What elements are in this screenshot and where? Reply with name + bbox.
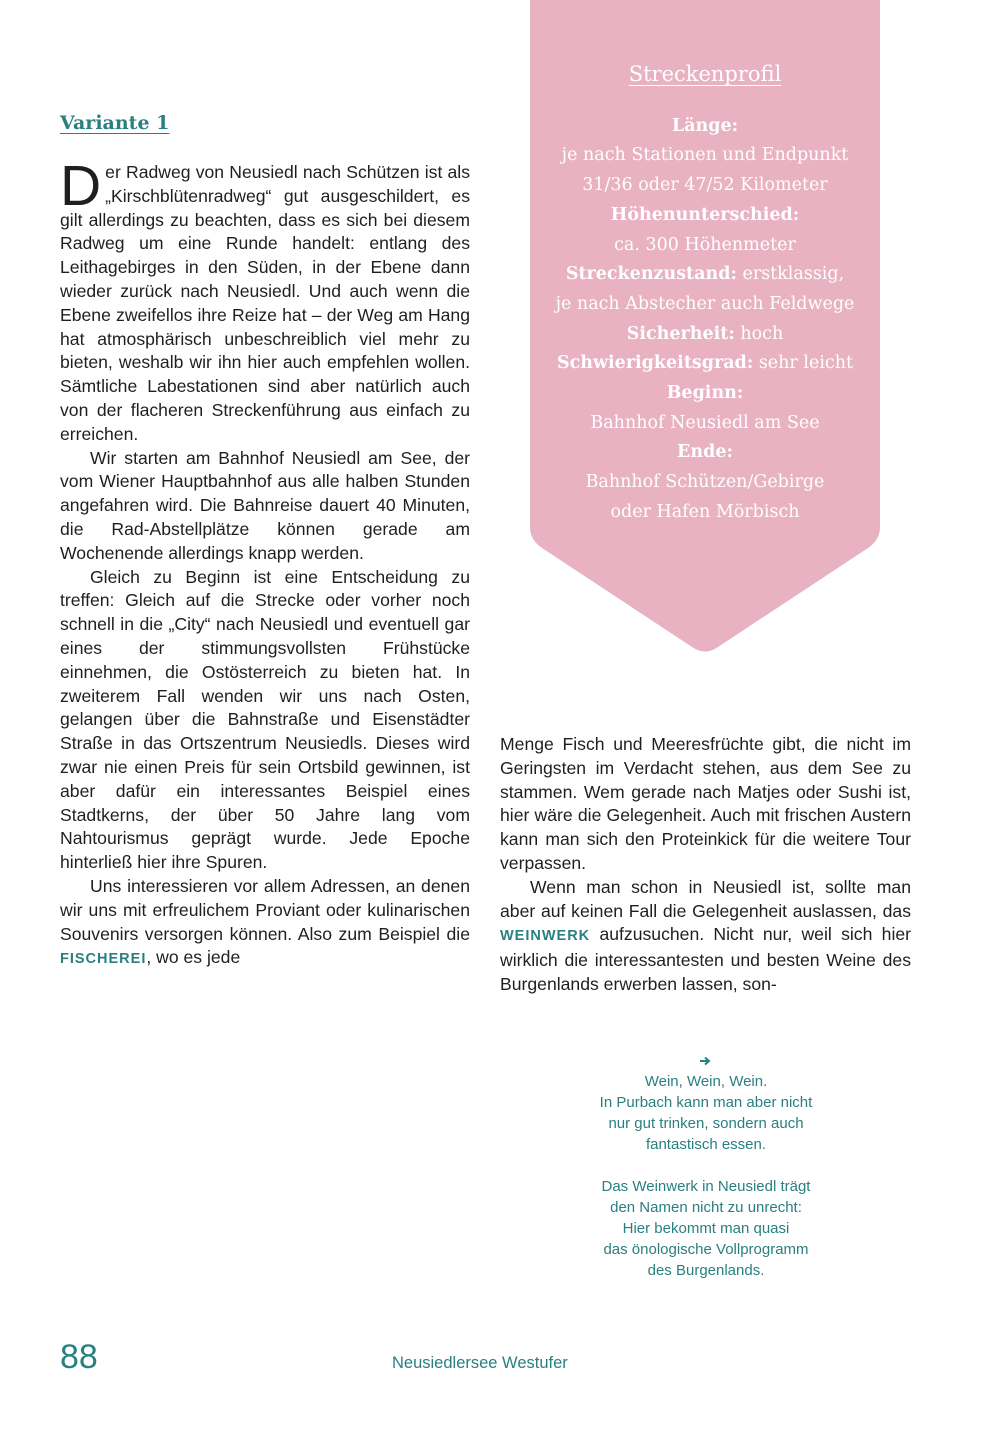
caption-line-4: fantastisch essen. (645, 1136, 767, 1153)
section-heading: Variante 1 (60, 112, 170, 134)
profile-end-value-1: Bahnhof Schützen/Gebirge (585, 472, 825, 493)
paragraph-5: Menge Fisch und Meeresfrüchte gibt, die nicht im Geringsten im Verdacht stehen, aus dem See zu stammen. Wem gerade nach Matjes oder Sushi ist, hier wäre die Gelegenheit. Auch mit frischen Austern kann man sich den Proteinkick für die weitere Tour verpassen. (500, 734, 911, 873)
profile-safety: Sicherheit: hoch (626, 323, 784, 344)
caption-line-6: den Namen nicht zu unrecht: (610, 1199, 802, 1216)
route-profile-box (530, 0, 880, 655)
paragraph-6 (500, 876, 911, 997)
profile-elevation-value: ca. 300 Höhenmeter (614, 234, 796, 255)
profile-start-label: Beginn: (666, 383, 744, 404)
running-title: Neusiedlersee Westufer (392, 1354, 568, 1372)
page-number: 88 (60, 1338, 98, 1376)
paragraph-6-text-b: aufzusuchen. Nicht nur, weil sich hier wirklich die interessantesten und besten Weine des Burgenlands erwerben lassen, son- (500, 924, 911, 994)
caption-line-8: das önologische Vollprogramm (603, 1241, 809, 1258)
profile-start-value: Bahnhof Neusiedl am See (590, 412, 820, 433)
caption-line-2: In Purbach kann man aber nicht (599, 1094, 813, 1111)
caption-line-3: nur gut trinken, sondern auch (608, 1115, 804, 1132)
keyword-weinwerk: WEINWERK (500, 928, 591, 945)
profile-length-value-1: je nach Stationen und Endpunkt (561, 145, 849, 166)
paragraph-6-text-a: Wenn man schon in Neusiedl ist, sollte man aber auf keinen Fall die Gelegenheit auslassen, das (500, 876, 911, 921)
keyword-fischerei: FISCHEREI (60, 951, 147, 968)
profile-difficulty: Schwierigkeitsgrad: sehr leicht (556, 353, 854, 374)
profile-end-value-2: oder Hafen Mörbisch (610, 501, 800, 522)
right-text-column (500, 733, 911, 997)
paragraph-1-text: er Radweg von Neusiedl nach Schützen ist als „Kirschblütenradweg“ gut ausgeschildert, es gilt allerdings zu beachten, dass es sich bei diesem Radweg um eine Runde handelt: entlang des Leithagebirges in den Süden, in der Ebene dann wieder zurück nach Neusiedl. Und auch wenn die Ebene zweifellos ihre Reize hat – der Weg am Hang hat atmosphärisch unbeschreiblich viel mehr zu bieten, weshalb wir ihn hier auch empfehlen wollen. Sämtliche Labestationen sind aber natürlich auch von der flacheren Streckenführung aus einfach zu erreichen. (60, 162, 470, 444)
paragraph-4-text-b: , wo es jede (146, 947, 241, 968)
caption-line-5: Das Weinwerk in Neusiedl trägt (601, 1178, 811, 1195)
profile-elevation-label: Höhenunterschied: (610, 204, 800, 225)
caption-line-1: Wein, Wein, Wein. (644, 1073, 768, 1090)
profile-title: Streckenprofil (628, 62, 782, 86)
paragraph-1 (60, 154, 470, 447)
profile-end-label: Ende: (677, 442, 733, 463)
paragraph-2: Wir starten am Bahnhof Neusiedl am See, der vom Wiener Hauptbahnhof aus alle halben Stunden angefahren wird. Die Bahnreise dauert 40 Minuten, die Rad-Abstellplätze können gerade am Wochenende allerdings knapp werden. (60, 447, 470, 563)
profile-length-label: Länge: (671, 115, 739, 136)
drop-cap: D (60, 154, 102, 218)
profile-condition-value-2: je nach Abstecher auch Feldwege (555, 293, 855, 314)
route-profile-content (530, 60, 880, 528)
caption-line-7: Hier bekommt man quasi (622, 1220, 790, 1237)
caption-line-9: des Burgenlands. (647, 1262, 765, 1279)
profile-condition: Streckenzustand: erstklassig, (565, 264, 845, 285)
paragraph-4 (60, 875, 470, 972)
paragraph-3: Gleich zu Beginn ist eine Entscheidung zu treffen: Gleich auf die Strecke oder vorher noch schnell in die „City“ nach Neusiedl und eventuell gar eines der stimmungsvollsten Frühstücke einnehmen, die Ostösterreich zu bieten hat. In zweiterem Fall wenden wir uns nach Osten, gelangen über die Bahnstraße und Eisenstädter Straße in das Ortszentrum Neusiedls. Dieses wird zwar nie einen Preis für sein Ortsbild gewinnen, ist aber dafür ein interessantes Beispiel eines Stadtkerns, der über 50 Jahre lang vom Nahtourismus geprägt wurde. Jede Epoche hinterließ hier ihre Spuren. (60, 566, 470, 873)
photo-caption (570, 1050, 842, 1281)
paragraph-4-text-a: Uns interessieren vor allem Adressen, an denen wir uns mit erfreulichem Proviant oder kulinarischen Souvenirs versorgen können. Also zum Beispiel die (60, 875, 470, 944)
profile-length-value-2: 31/36 oder 47/52 Kilometer (582, 175, 828, 196)
left-text-column (60, 154, 470, 972)
arrow-right-icon (570, 1050, 842, 1071)
